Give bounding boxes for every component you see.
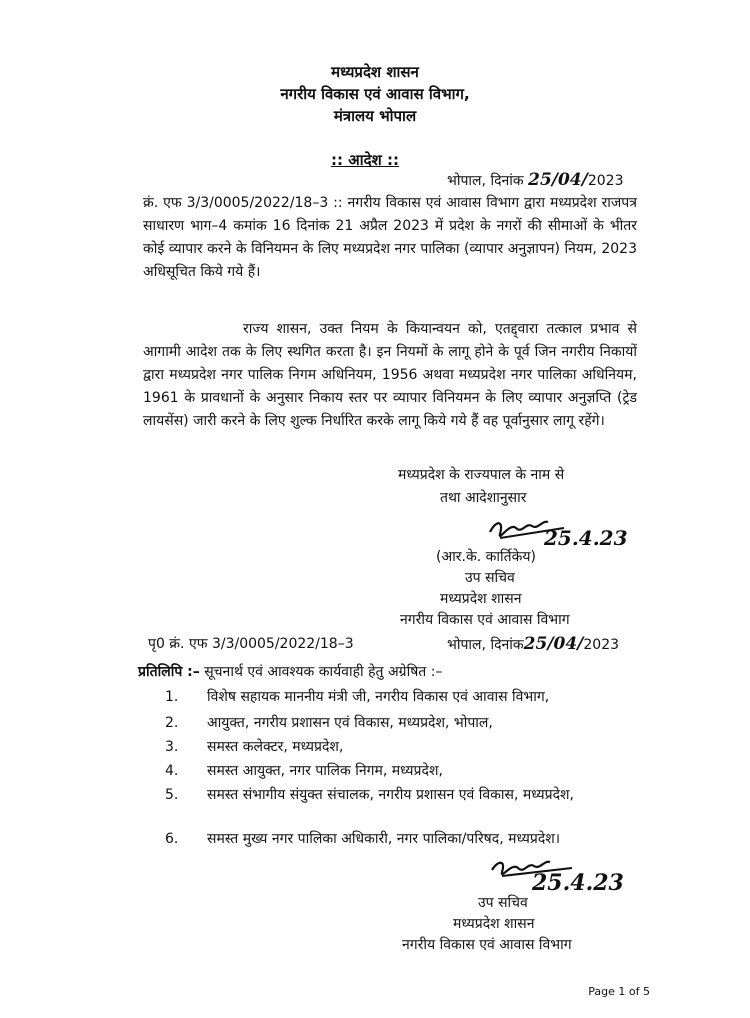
copy-heading — [138, 662, 442, 681]
signatory-2-designation: उप सचिव — [478, 895, 528, 911]
order-place-date — [447, 170, 623, 190]
signature-2-date: 25.4.23 — [532, 870, 624, 896]
list-item-number: 1. — [165, 689, 179, 705]
list-item-text: समस्त कलेक्टर, मध्यप्रदेश, — [207, 739, 344, 755]
list-item-text: समस्त संभागीय संयुक्त संचालक, नगरीय प्रशासन एवं विकास, मध्यप्रदेश, — [207, 787, 574, 803]
list-item — [165, 784, 635, 828]
header-department: नगरीय विकास एवं आवास विभाग, — [280, 85, 470, 103]
list-item-text: समस्त मुख्य नगर पालिका अधिकारी, नगर पालिका/परिषद, मध्यप्रदेश। — [207, 831, 561, 847]
signoff-governor-name: मध्यप्रदेश के राज्यपाल के नाम से — [398, 467, 565, 483]
list-item-number: 4. — [165, 763, 179, 779]
signoff-by-order: तथा आदेशानुसार — [440, 490, 527, 506]
endorsement-ref: पृ0 क्रं. एफ 3/3/0005/2022/18–3 — [148, 636, 354, 652]
list-item-text: आयुक्त, नगरीय प्रशासन एवं विकास, मध्यप्रदेश, भोपाल, — [207, 715, 493, 731]
signatory-name: (आर.के. कार्तिकेय) — [436, 549, 536, 565]
list-item-number: 5. — [165, 787, 179, 803]
signatory-designation: उप सचिव — [465, 570, 515, 586]
signatory-org: मध्यप्रदेश शासन — [440, 591, 522, 607]
endorsement-date-prefix: भोपाल, दिनांक — [447, 637, 524, 653]
endorsement-date-handwritten: 25/04/ — [523, 634, 584, 654]
endorsement-place-date — [447, 634, 619, 654]
header-government: मध्यप्रदेश शासन — [331, 63, 419, 81]
page-number: Page 1 of 5 — [588, 985, 650, 998]
paragraph-order: राज्य शासन, उक्त नियम के कियान्वयन को, एतद्द्वारा तत्काल प्रभाव से आगामी आदेश तक के लिए स्थगित करता है। इन नियमों के लागू होने के पूर्व जिन नगरीय निकायों द्वारा मध्यप्रदेश नगर पालिक निगम अधिनियम, 1956 अथवा मध्यप्रदेश नगर पालिका अधिनियम, 1961 के प्रावधानों के अनुसार निकाय स्तर पर व्यापार विनियमन के लिए व्यापार अनुज्ञप्ति (ट्रेड लायसेंस) जारी करने के लिए शुल्क निर्धारित करके लागू किये गये हैं वह पूर्वानुसार लागू रहेंगे। — [143, 321, 637, 429]
endorsement-date-year: 2023 — [583, 637, 620, 653]
order-date-prefix: भोपाल, दिनांक — [447, 173, 524, 189]
list-item-text: समस्त आयुक्त, नगर पालिक निगम, मध्यप्रदेश, — [207, 763, 443, 779]
copy-label: प्रतिलिपि :– — [138, 664, 200, 680]
signatory-department: नगरीय विकास एवं आवास विभाग — [400, 612, 570, 628]
list-item-number: 2. — [165, 715, 179, 731]
order-date-year: 2023 — [587, 173, 624, 189]
signatory-2-org: मध्यप्रदेश शासन — [453, 916, 535, 932]
signatory-2-department: नगरीय विकास एवं आवास विभाग — [402, 937, 572, 953]
list-item-text: विशेष सहायक माननीय मंत्री जी, नगरीय विकास एवं आवास विभाग, — [207, 689, 550, 705]
order-title: :: आदेश :: — [331, 151, 399, 169]
copy-text: सूचनार्थ एवं आवश्यक कार्यवाही हेतु अग्रेषित :– — [204, 664, 443, 680]
header-ministry: मंत्रालय भोपाल — [333, 107, 417, 125]
paragraph-notification: क्रं. एफ 3/3/0005/2022/18–3 :: नगरीय विकास एवं आवास विभाग द्वारा मध्यप्रदेश राजपत्र साधारण भाग–4 कमांक 16 दिनांक 21 अप्रैल 2023 में प्रदेश के नगरों की सीमाओं के भीतर कोई व्यापार करने के विनियमन के लिए मध्यप्रदेश नगर पालिका (व्यापार अनुज्ञापन) नियम, 2023 अधिसूचित किये गये हैं। — [143, 195, 637, 280]
list-item-number: 3. — [165, 739, 179, 755]
signature-1-date: 25.4.23 — [544, 526, 628, 550]
list-item-number: 6. — [165, 831, 179, 847]
order-date-handwritten: 25/04/ — [528, 170, 588, 190]
